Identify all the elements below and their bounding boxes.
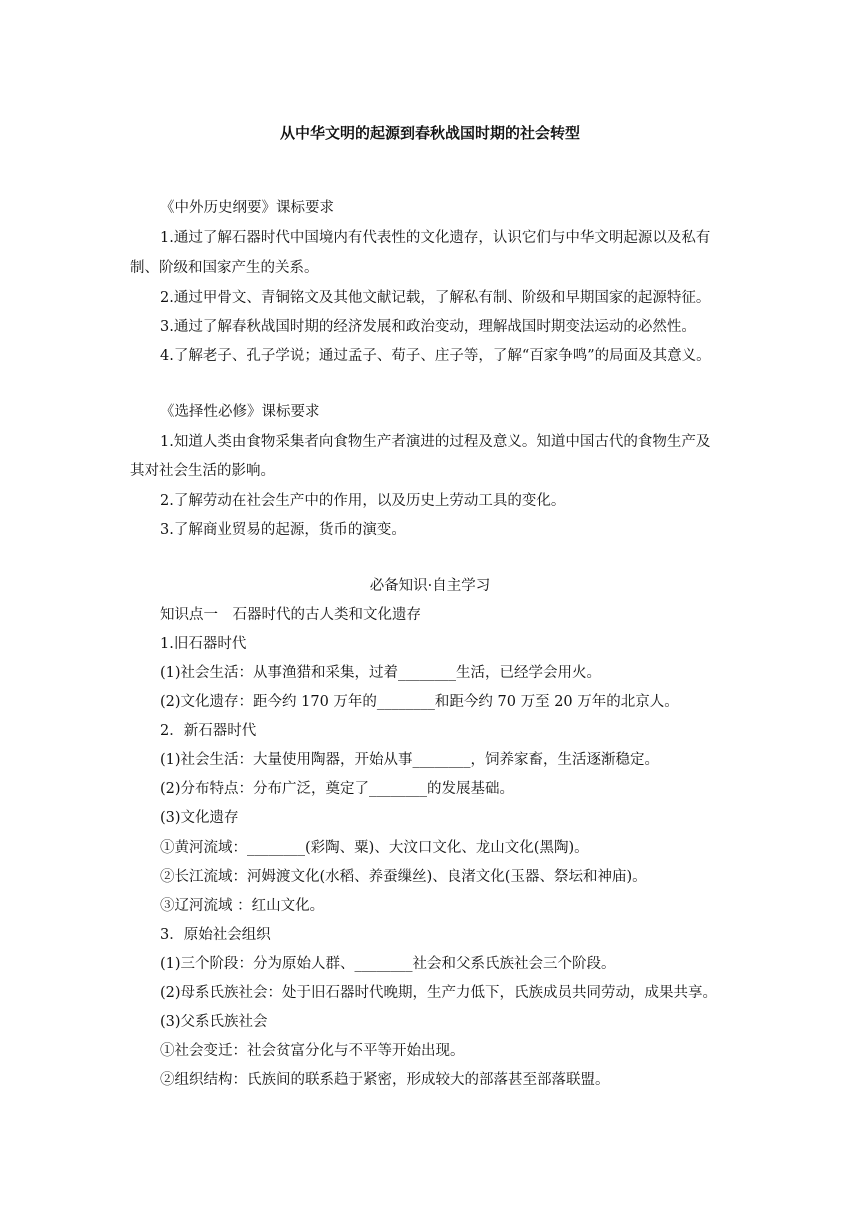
subheading-paleolithic: 1.旧石器时代: [160, 636, 247, 652]
section2-item-1: 1.知道人类由食物采集者向食物生产者演进的过程及意义。知道中国古代的食物生产及: [160, 434, 711, 450]
content-line: (3)文化遗存: [160, 810, 239, 826]
section2-item-1-cont: 其对社会生活的影响。: [130, 463, 275, 479]
section1-item-4: 4.了解老子、孔子学说；通过孟子、荀子、庄子等，了解“百家争鸣”的局面及其意义。: [160, 348, 711, 364]
content-line: ③辽河流域 ：红山文化。: [160, 898, 325, 914]
content-line: (3)父系氏族社会: [160, 1014, 268, 1030]
content-line: ②长江流域：河姆渡文化(水稻、养蚕缫丝)、良渚文化(玉器、祭坛和神庙)。: [160, 869, 647, 885]
subheading-neolithic: 2．新石器时代: [160, 723, 257, 739]
content-line: (2)母系氏族社会：处于旧石器时代晚期，生产力低下，氏族成员共同劳动，成果共享。: [160, 985, 718, 1001]
content-line: (1)社会生活：大量使用陶器，开始从事________，饲养家畜，生活逐渐稳定。: [160, 752, 660, 768]
section1-item-1-cont: 制、阶级和国家产生的关系。: [130, 260, 319, 276]
content-line: ②组织结构：氏族间的联系趋于紧密，形成较大的部落甚至部落联盟。: [160, 1072, 610, 1088]
content-line: (2)分布特点：分布广泛，奠定了________的发展基础。: [160, 781, 515, 797]
section2-heading: 《选择性必修》课标要求: [160, 404, 320, 420]
section1-item-2: 2.通过甲骨文、青铜铭文及其他文献记载，了解私有制、阶级和早期国家的起源特征。: [160, 290, 711, 306]
section3-heading: 必备知识·自主学习: [369, 578, 491, 594]
section2-item-3: 3.了解商业贸易的起源，货币的演变。: [160, 522, 406, 538]
section1-item-3: 3.通过了解春秋战国时期的经济发展和政治变动，理解战国时期变法运动的必然性。: [160, 319, 696, 335]
page-title: 从中华文明的起源到春秋战国时期的社会转型: [279, 124, 580, 142]
subheading-primitive-society: 3．原始社会组织: [160, 927, 271, 943]
section2-item-2: 2.了解劳动在社会生产中的作用，以及历史上劳动工具的变化。: [160, 493, 566, 509]
section1-heading: 《中外历史纲要》课标要求: [160, 200, 334, 216]
content-line: ①社会变迁：社会贫富分化与不平等开始出现。: [160, 1043, 465, 1059]
content-line: ①黄河流域：________(彩陶、粟)、大汶口文化、龙山文化(黑陶)。: [160, 840, 589, 856]
content-line: (2)文化遗存：距今约 170 万年的________和距今约 70 万至 20 万年的北京人。: [160, 694, 679, 710]
section1-item-1: 1.通过了解石器时代中国境内有代表性的文化遗存，认识它们与中华文明起源以及私有: [160, 230, 711, 246]
content-line: (1)社会生活：从事渔猎和采集，过着________生活，已经学会用火。: [160, 665, 602, 681]
knowledge-point-title: 知识点一 石器时代的古人类和文化遗存: [160, 607, 421, 623]
content-line: (1)三个阶段：分为原始人群、________社会和父系氏族社会三个阶段。: [160, 956, 616, 972]
